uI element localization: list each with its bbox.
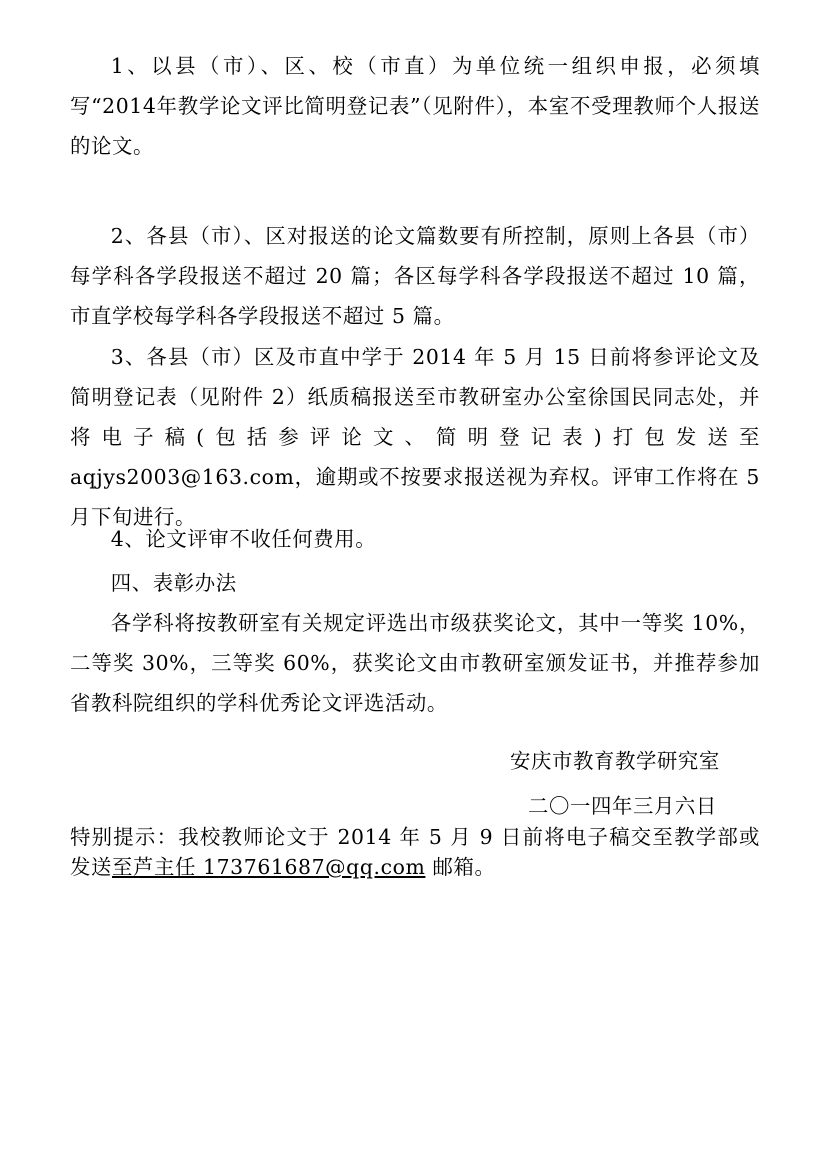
paragraph-item-4: 4、论文评审不收任何费用。 — [110, 527, 377, 551]
paragraph-item-2: 2、各县（市）、区对报送的论文篇数要有所控制，原则上各县（市）每学科各学段报送不超过 20 篇；各区每学科各学段报送不超过 10 篇，市直学校每学科各学段报送不超过 5 篇。 — [70, 224, 760, 328]
section-heading-awards: 四、表彰办法 — [110, 571, 237, 595]
paragraph-item-1: 1、以县（市）、区、校（市直）为单位统一组织申报，必须填写“2014年教学论文评比简明登记表”（见附件），本室不受理教师个人报送的论文。 — [70, 54, 760, 158]
issue-date: 二〇一四年三月六日 — [528, 794, 717, 818]
notice-contact-email[interactable]: 至芦主任 173761687@qq.com — [111, 855, 426, 879]
notice-prefix: 特别提示：我校教师论文于 2014 年 5 月 9 日前将电子稿交至教学部或发送 — [70, 825, 760, 879]
issuer-signature: 安庆市教育教学研究室 — [510, 749, 720, 773]
notice-suffix: 邮箱。 — [425, 855, 496, 879]
paragraph-item-3: 3、各县（市）区及市直中学于 2014 年 5 月 15 日前将参评论文及简明登记表（见附件 2）纸质稿报送至市教研室办公室徐国民同志处，并将电子稿(包括参评论文、简明登记表)打包发送至 aqjys2003@163.com，逾期或不按要求报送视为弃权。评审工作将在 5 月下旬进行。 — [70, 345, 760, 529]
special-notice — [70, 822, 760, 882]
award-paragraph: 各学科将按教研室有关规定评选出市级获奖论文，其中一等奖 10%，二等奖 30%，三等奖 60%，获奖论文由市教研室颁发证书，并推荐参加省教科院组织的学科优秀论文评选活动。 — [70, 611, 760, 715]
